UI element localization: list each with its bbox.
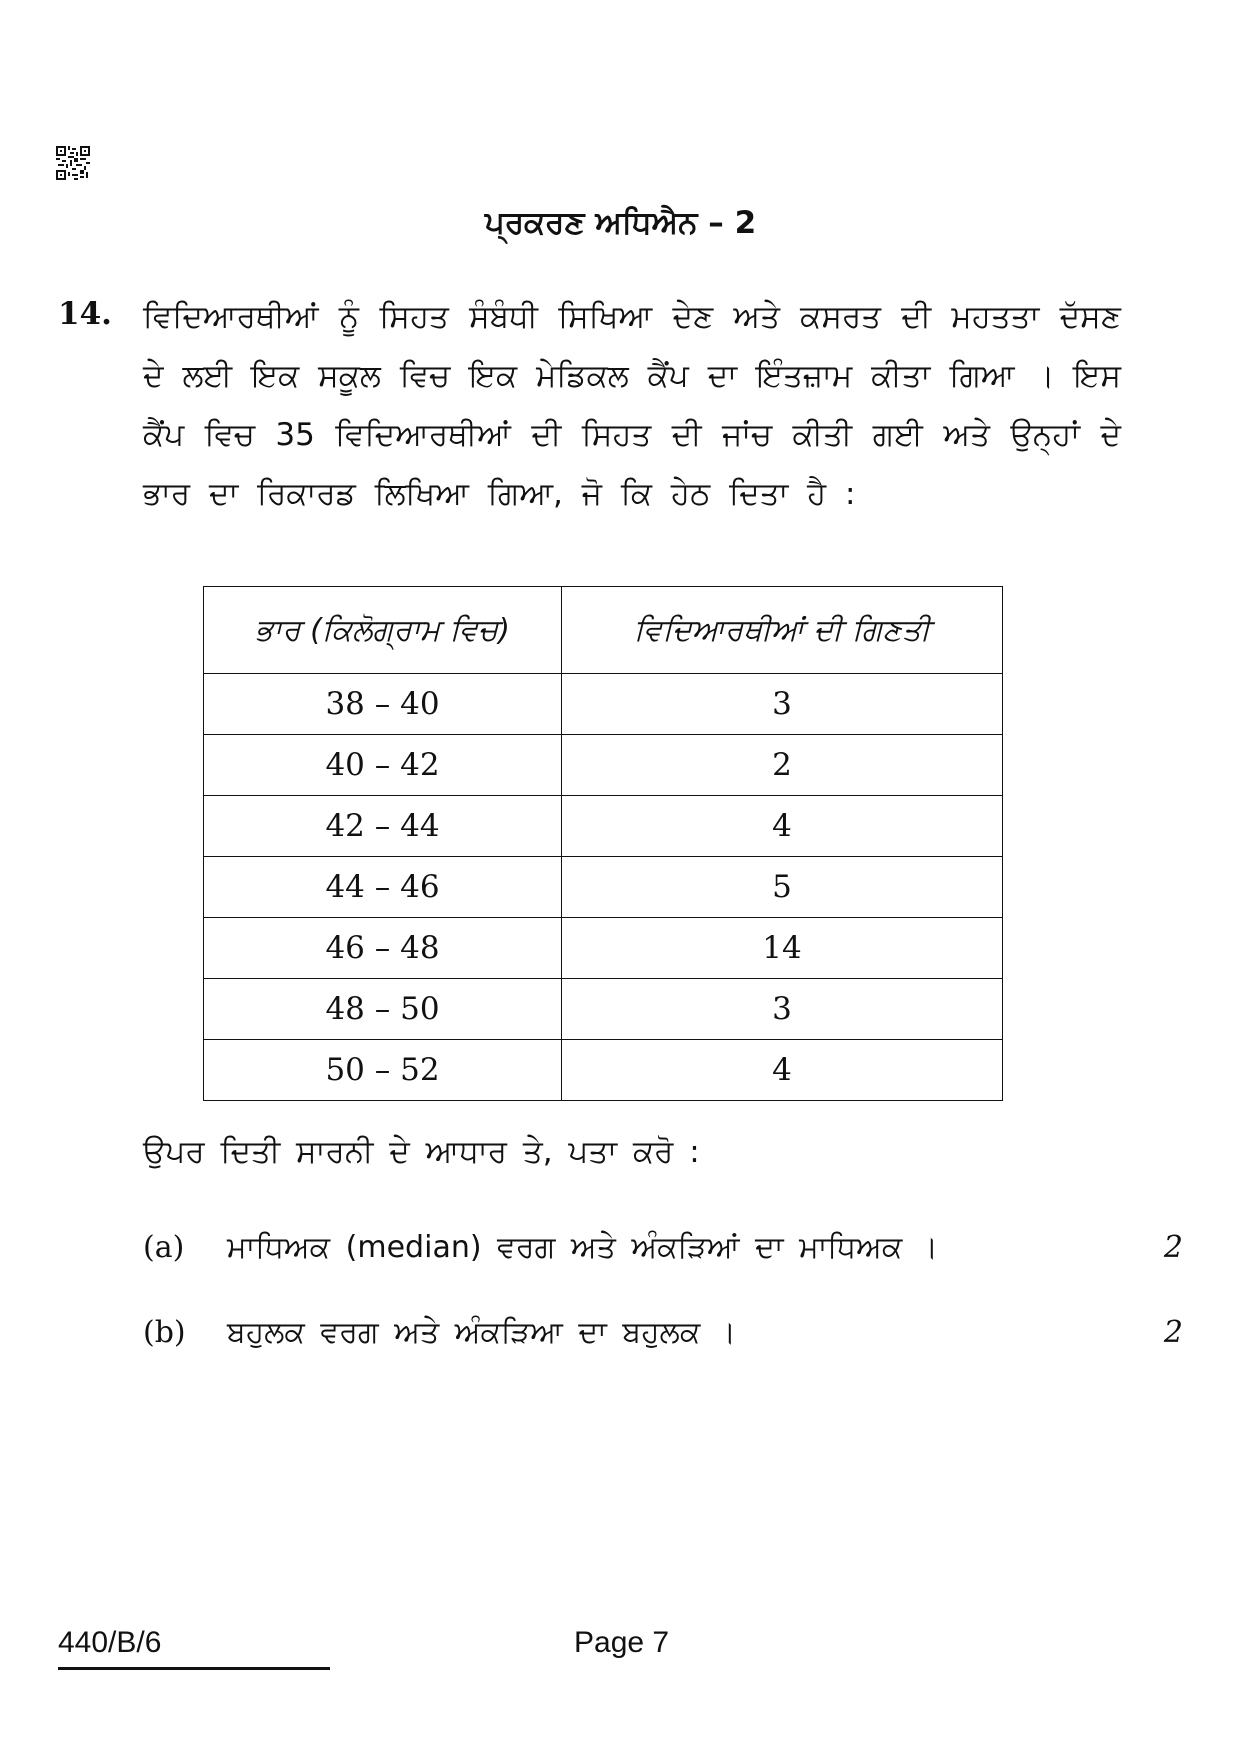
subpart-label: (a) — [143, 1230, 185, 1265]
table-row — [204, 674, 1003, 735]
student-count-cell: 4 — [562, 796, 1003, 857]
table-row — [204, 918, 1003, 979]
student-count-cell: 4 — [562, 1040, 1003, 1101]
question-text: ਵਿਦਿਆਰਥੀਆਂ ਨੂੰ ਸਿਹਤ ਸੰਬੰਧੀ ਸਿਖਿਆ ਦੇਣ ਅਤੇ ਕਸਰਤ ਦੀ ਮਹਤਤਾ ਦੱਸਣ ਦੇ ਲਈ ਇਕ ਸਕੂਲ ਵਿਚ ਇਕ ਮੇਡਿਕਲ ਕੈਂਪ ਦਾ ਇੰਤਜ਼ਾਮ ਕੀਤਾ ਗਿਆ । ਇਸ ਕੈਂਪ ਵਿਚ 35 ਵਿਦਿਆਰਥੀਆਂ ਦੀ ਸਿਹਤ ਦੀ ਜਾਂਚ ਕੀਤੀ ਗਈ ਅਤੇ ਉਨ੍ਹਾਂ ਦੇ ਭਾਰ ਦਾ ਰਿਕਾਰਡ ਲਿਖਿਆ ਗਿਆ, ਜੋ ਕਿ ਹੇਠ ਦਿਤਾ ਹੈ : — [143, 299, 1121, 512]
student-count-cell: 3 — [562, 674, 1003, 735]
table-row — [204, 857, 1003, 918]
table-row — [204, 796, 1003, 857]
weight-class-cell: 40 – 42 — [204, 735, 562, 796]
table-row — [204, 1040, 1003, 1101]
weight-frequency-table — [203, 586, 1003, 1101]
weight-class-cell: 48 – 50 — [204, 979, 562, 1040]
weight-class-cell: 42 – 44 — [204, 796, 562, 857]
paper-code: 440/B/6 — [58, 1626, 162, 1659]
question-number: 14. — [58, 296, 112, 332]
marks-a: 2 — [1163, 1230, 1183, 1265]
marks-b: 2 — [1163, 1315, 1183, 1350]
subpart-text: ਮਾਧਿਅਕ (median) ਵਰਗ ਅਤੇ ਅੰਕੜਿਆਂ ਦਾ ਮਾਧਿਅਕ । — [227, 1230, 939, 1265]
column-header-weight: ਭਾਰ (ਕਿਲੋਗ੍ਰਾਮ ਵਿਚ) — [204, 587, 562, 674]
instruction-text: ਉਪਰ ਦਿਤੀ ਸਾਰਨੀ ਦੇ ਆਧਾਰ ਤੇ, ਪਤਾ ਕਰੋ : — [143, 1134, 700, 1170]
student-count-cell: 5 — [562, 857, 1003, 918]
weight-class-cell: 44 – 46 — [204, 857, 562, 918]
column-header-count: ਵਿਦਿਆਰਥੀਆਂ ਦੀ ਗਿਣਤੀ — [562, 587, 1003, 674]
table-row — [204, 979, 1003, 1040]
student-count-cell: 3 — [562, 979, 1003, 1040]
page-number: Page 7 — [574, 1626, 670, 1659]
weight-class-cell: 50 – 52 — [204, 1040, 562, 1101]
student-count-cell: 2 — [562, 735, 1003, 796]
table-row — [204, 735, 1003, 796]
weight-class-cell: 46 – 48 — [204, 918, 562, 979]
student-count-cell: 14 — [562, 918, 1003, 979]
section-title: ਪ੍ਰਕਰਣ ਅਧਿਐਨ – 2 — [484, 205, 757, 241]
subpart-text: ਬਹੁਲਕ ਵਰਗ ਅਤੇ ਅੰਕੜਿਆ ਦਾ ਬਹੁਲਕ । — [227, 1315, 737, 1350]
qr-code-icon — [56, 146, 90, 180]
subpart-label: (b) — [143, 1315, 186, 1350]
weight-class-cell: 38 – 40 — [204, 674, 562, 735]
footer-divider — [58, 1667, 330, 1670]
table-header-row — [204, 587, 1003, 674]
